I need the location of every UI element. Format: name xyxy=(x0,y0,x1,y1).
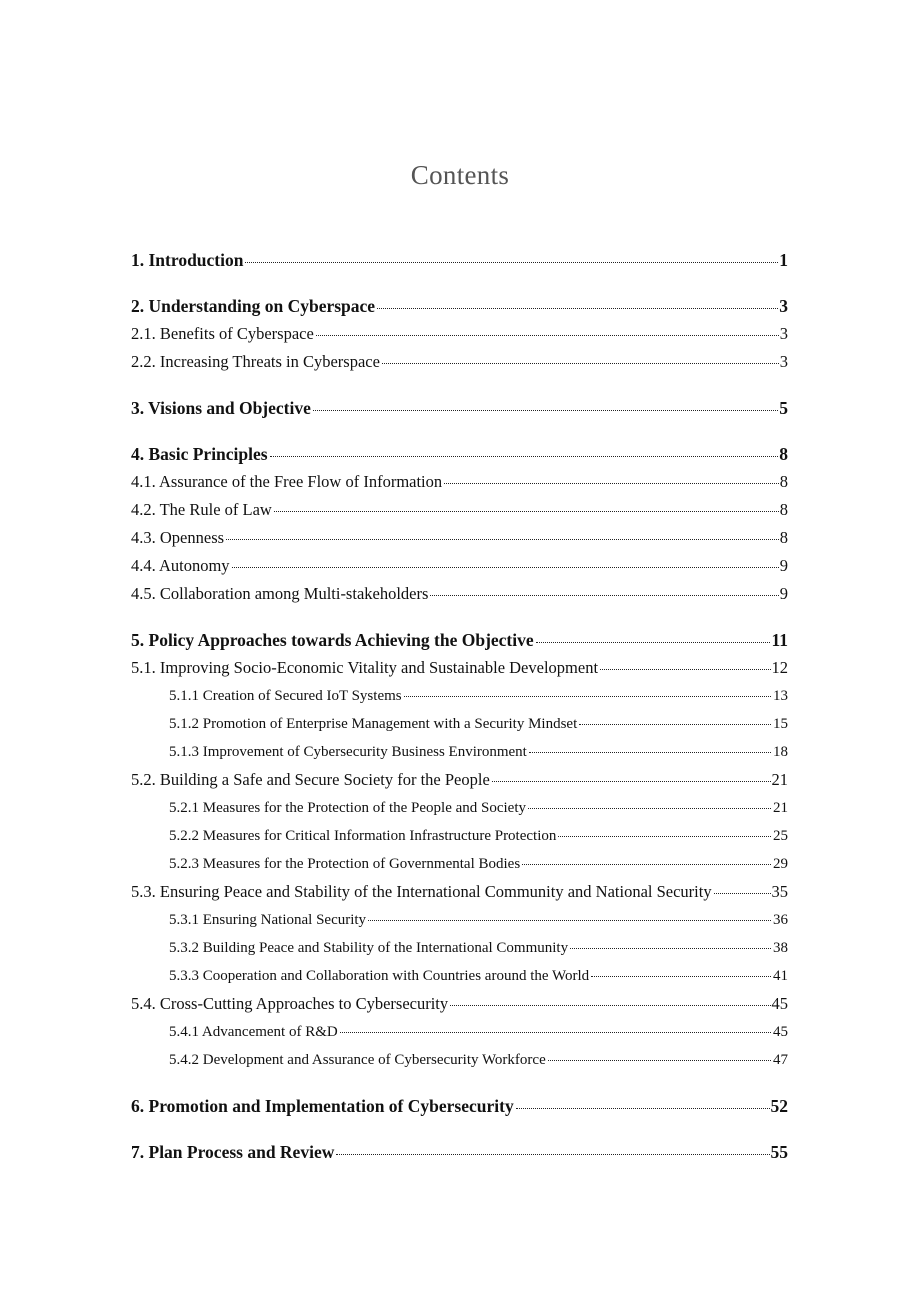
dot-leader xyxy=(450,1004,770,1006)
dot-leader xyxy=(714,892,771,894)
toc-entry-label: 5.4.1 Advancement of R&D xyxy=(169,1024,338,1040)
dot-leader xyxy=(528,807,771,809)
toc-entry-page-number: 3 xyxy=(779,352,788,371)
toc-subsection-entry[interactable] xyxy=(131,580,788,608)
dot-leader xyxy=(558,835,771,837)
page-title: Contents xyxy=(410,160,510,190)
toc-subsection-entry[interactable] xyxy=(131,552,788,580)
dot-leader xyxy=(430,594,778,596)
toc-entry-page-number: 45 xyxy=(773,1024,788,1040)
toc-entry-label: 5.3.1 Ensuring National Security xyxy=(169,912,367,928)
toc-entry-page-number: 25 xyxy=(773,828,788,844)
dot-leader xyxy=(316,334,779,336)
toc-subsection-entry[interactable] xyxy=(131,320,788,348)
toc-subsection-entry[interactable] xyxy=(131,496,788,524)
toc-entry-page-number: 29 xyxy=(773,856,788,872)
dot-leader xyxy=(270,455,779,457)
toc-entry-label: 5.3.3 Cooperation and Collaboration with Countries around the World xyxy=(169,968,590,984)
toc-entry-label: 5.2.3 Measures for the Protection of Governmental Bodies xyxy=(169,856,521,872)
toc-entry-page-number: 35 xyxy=(771,882,788,901)
dot-leader xyxy=(226,538,779,540)
toc-subsubsection-entry[interactable] xyxy=(131,1046,788,1074)
toc-entry-label: 5.1.3 Improvement of Cybersecurity Business Environment xyxy=(169,744,527,760)
toc-entry-page-number: 15 xyxy=(773,716,788,732)
toc-entry-label: 4.4. Autonomy xyxy=(131,556,230,575)
dot-leader xyxy=(274,510,779,512)
toc-entry-label: 7. Plan Process and Review xyxy=(131,1142,335,1162)
dot-leader xyxy=(313,409,778,411)
toc-entry-label: 3. Visions and Objective xyxy=(131,398,311,418)
toc-subsection-entry[interactable] xyxy=(131,468,788,496)
toc-entry-label: 5.2. Building a Safe and Secure Society for the People xyxy=(131,770,490,789)
table-of-contents xyxy=(131,246,788,1166)
toc-entry-page-number: 8 xyxy=(779,444,788,464)
toc-subsection-entry[interactable] xyxy=(131,654,788,682)
toc-entry-label: 6. Promotion and Implementation of Cybersecurity xyxy=(131,1096,514,1116)
dot-leader xyxy=(522,863,771,865)
toc-subsubsection-entry[interactable] xyxy=(131,1018,788,1046)
toc-subsubsection-entry[interactable] xyxy=(131,710,788,738)
toc-subsubsection-entry[interactable] xyxy=(131,962,788,990)
toc-entry-page-number: 36 xyxy=(773,912,788,928)
toc-entry-page-number: 41 xyxy=(773,968,788,984)
toc-entry-label: 2.2. Increasing Threats in Cyberspace xyxy=(131,352,380,371)
toc-section-entry[interactable] xyxy=(131,1138,788,1166)
toc-subsubsection-entry[interactable] xyxy=(131,850,788,878)
toc-entry-label: 4.5. Collaboration among Multi-stakeholders xyxy=(131,584,429,603)
dot-leader xyxy=(579,723,771,725)
toc-entry-page-number: 3 xyxy=(779,324,788,343)
toc-entry-label: 5.4.2 Development and Assurance of Cybersecurity Workforce xyxy=(169,1052,546,1068)
toc-entry-page-number: 47 xyxy=(773,1052,788,1068)
toc-subsection-entry[interactable] xyxy=(131,766,788,794)
dot-leader xyxy=(382,362,779,364)
dot-leader xyxy=(492,780,771,782)
toc-entry-page-number: 8 xyxy=(779,500,788,519)
toc-entry-label: 4.3. Openness xyxy=(131,528,225,547)
toc-section-entry[interactable] xyxy=(131,626,788,654)
toc-entry-page-number: 18 xyxy=(773,744,788,760)
toc-entry-page-number: 21 xyxy=(771,770,788,789)
toc-entry-label: 5.1. Improving Socio-Economic Vitality and Sustainable Development xyxy=(131,658,599,677)
toc-entry-label: 5.3.2 Building Peace and Stability of the International Community xyxy=(169,940,569,956)
toc-section-entry[interactable] xyxy=(131,440,788,468)
dot-leader xyxy=(600,668,770,670)
toc-entry-label: 5.4. Cross-Cutting Approaches to Cybersecurity xyxy=(131,994,449,1013)
toc-entry-label: 5.1.1 Creation of Secured IoT Systems xyxy=(169,688,402,704)
toc-entry-page-number: 12 xyxy=(771,658,788,677)
toc-entry-page-number: 38 xyxy=(773,940,788,956)
toc-entry-page-number: 13 xyxy=(773,688,788,704)
toc-entry-page-number: 52 xyxy=(770,1096,788,1116)
toc-subsubsection-entry[interactable] xyxy=(131,682,788,710)
toc-subsection-entry[interactable] xyxy=(131,990,788,1018)
toc-entry-page-number: 9 xyxy=(779,556,788,575)
dot-leader xyxy=(232,566,779,568)
toc-entry-label: 5.2.1 Measures for the Protection of the People and Society xyxy=(169,800,526,816)
dot-leader xyxy=(529,751,771,753)
dot-leader xyxy=(570,947,771,949)
toc-entry-label: 5.3. Ensuring Peace and Stability of the International Community and National Security xyxy=(131,882,712,901)
toc-entry-page-number: 8 xyxy=(779,528,788,547)
toc-subsubsection-entry[interactable] xyxy=(131,738,788,766)
toc-entry-page-number: 5 xyxy=(779,398,788,418)
dot-leader xyxy=(377,307,778,309)
dot-leader xyxy=(340,1031,771,1033)
toc-subsubsection-entry[interactable] xyxy=(131,934,788,962)
dot-leader xyxy=(245,261,778,263)
toc-subsubsection-entry[interactable] xyxy=(131,822,788,850)
toc-entry-page-number: 55 xyxy=(770,1142,788,1162)
toc-subsection-entry[interactable] xyxy=(131,878,788,906)
toc-entry-page-number: 11 xyxy=(771,630,788,650)
dot-leader xyxy=(548,1059,771,1061)
toc-entry-label: 5. Policy Approaches towards Achieving the Objective xyxy=(131,630,534,650)
toc-entry-label: 5.1.2 Promotion of Enterprise Management with a Security Mindset xyxy=(169,716,578,732)
toc-entry-label: 1. Introduction xyxy=(131,250,244,270)
toc-entry-page-number: 9 xyxy=(779,584,788,603)
toc-subsection-entry[interactable] xyxy=(131,524,788,552)
toc-subsection-entry[interactable] xyxy=(131,348,788,376)
toc-entry-page-number: 8 xyxy=(779,472,788,491)
toc-entry-label: 2. Understanding on Cyberspace xyxy=(131,296,376,316)
dot-leader xyxy=(404,695,771,697)
toc-entry-page-number: 3 xyxy=(779,296,788,316)
toc-entry-label: 4. Basic Principles xyxy=(131,444,268,464)
toc-entry-page-number: 21 xyxy=(773,800,788,816)
toc-section-entry[interactable] xyxy=(131,246,788,274)
dot-leader xyxy=(368,919,771,921)
toc-entry-page-number: 45 xyxy=(771,994,788,1013)
toc-section-entry[interactable] xyxy=(131,394,788,422)
toc-entry-label: 5.2.2 Measures for Critical Information Infrastructure Protection xyxy=(169,828,557,844)
toc-entry-label: 4.2. The Rule of Law xyxy=(131,500,272,519)
toc-section-entry[interactable] xyxy=(131,292,788,320)
dot-leader xyxy=(516,1107,770,1109)
dot-leader xyxy=(336,1153,769,1155)
toc-section-entry[interactable] xyxy=(131,1092,788,1120)
toc-entry-label: 2.1. Benefits of Cyberspace xyxy=(131,324,314,343)
toc-subsubsection-entry[interactable] xyxy=(131,794,788,822)
dot-leader xyxy=(591,975,771,977)
toc-subsubsection-entry[interactable] xyxy=(131,906,788,934)
dot-leader xyxy=(444,482,779,484)
toc-entry-page-number: 1 xyxy=(779,250,788,270)
dot-leader xyxy=(536,641,771,643)
toc-entry-label: 4.1. Assurance of the Free Flow of Information xyxy=(131,472,443,491)
